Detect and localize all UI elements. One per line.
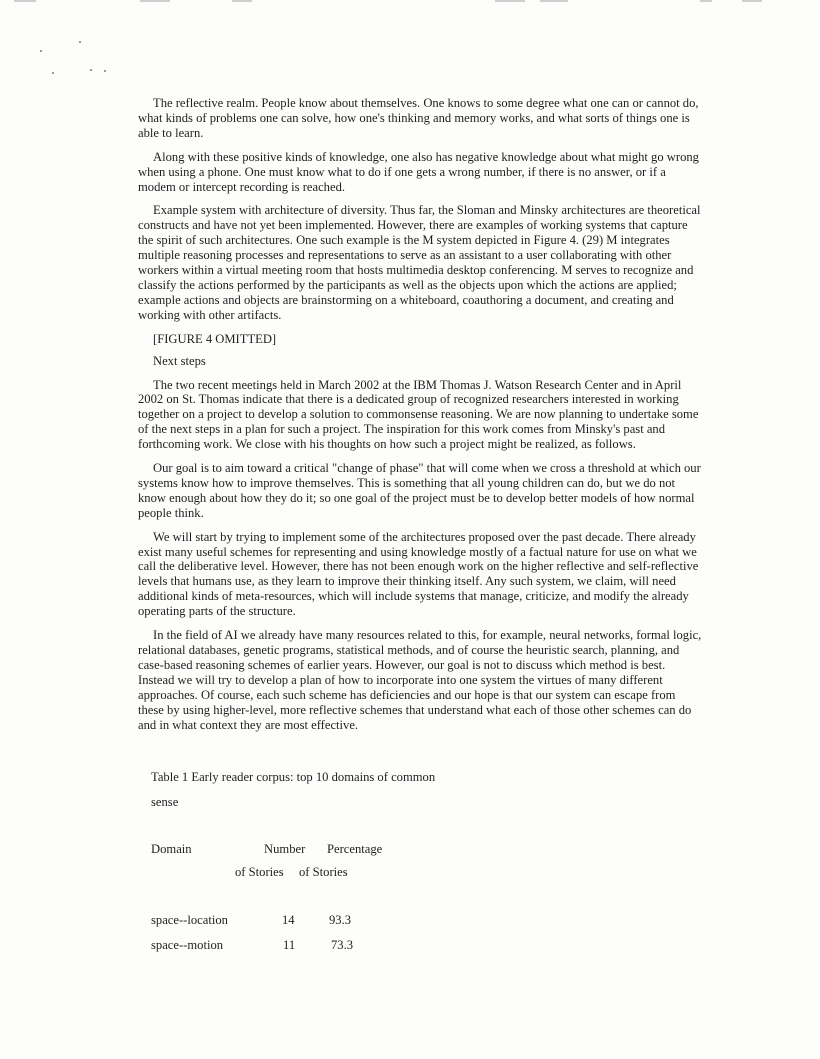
header-number-line2: of Stories [235,865,284,879]
paragraph-example-system: Example system with architecture of diversity. Thus far, the Sloman and Minsky architectures are theoretical constructs and have not yet been implemented. However, there are examples of working systems that capture the spirit of such architectures. One such example is the M system depicted in Figure 4. (29) M integrates multiple reasoning processes and representations to serve as an assistant to a user collaborating with other workers within a virtual meeting room that hosts multimedia desktop conferencing. M serves to recognize and classify the actions performed by the participants as well as the objects upon which the actions are applied; example actions and objects are brainstorming on a whiteboard, coauthoring a document, and creating and working with other artifacts. [138,203,701,322]
table-row-domain: space--motion [151,938,224,952]
paragraph-architectures: We will start by trying to implement some of the architectures proposed over the past decade. There already exist many useful schemes for representing and using knowledge mostly of a factual nature for use on what we call the deliberative level. However, there has not been enough work on the higher reflective and self-reflective levels that humans use, as they learn to improve their thinking itself. Any such system, we claim, will need additional kinds of meta-resources, which will include systems that manage, criticize, and modify the already operating parts of the structure. [138,529,699,619]
header-percentage-line1: Percentage [327,842,383,856]
header-percentage-line2: of Stories [299,865,348,879]
header-number-line1: Number [264,842,306,856]
table-row-percentage: 93.3 [329,913,352,927]
paragraph-ai-resources: In the field of AI we already have many resources related to this, for example, neural networks, formal logic, relational databases, genetic programs, statistical methods, and of course the heuristic search, planning, and case-based reasoning schemes of earlier years. However, our goal is not to discuss which method is best. Instead we will try to develop a plan of how to incorporate into one system the virtues of many different approaches. Of course, each such scheme has deficiencies and our hope is that our system can escape from these by using higher-level, more reflective schemes that understand what each of those other schemes can do and in what context they are most effective. [138,628,702,732]
table-caption-line1: Table 1 Early reader corpus: top 10 domains of common [151,770,436,784]
paragraph-reflective-realm: The reflective realm. People know about themselves. One knows to some degree what one can or cannot do, what kinds of problems one can solve, how one's thinking and memory works, and what sorts of things one is able to learn. [138,96,699,140]
header-domain: Domain [151,842,192,856]
figure-omitted-note: [FIGURE 4 OMITTED] [153,331,277,346]
table-row-domain: space--location [151,913,228,927]
section-heading-next-steps: Next steps [153,353,206,368]
table-row-percentage: 73.3 [331,938,354,952]
paragraph-negative-knowledge: Along with these positive kinds of knowledge, one also has negative knowledge about what might go wrong when using a phone. One must know what to do if one gets a wrong number, if there is no answer, or if a modem or intercept recording is reached. [138,149,699,194]
table-caption-line2: sense [151,795,179,809]
paragraph-our-goal: Our goal is to aim toward a critical "change of phase" that will come when we cross a threshold at which our systems know how to improve themselves. This is something that all young children can do, but we do not know enough about how they do it; so one goal of the project must be to develop better models of how normal people think. [138,461,701,520]
paragraph-recent-meetings: The two recent meetings held in March 2002 at the IBM Thomas J. Watson Research Center and in April 2002 on St. Thomas indicate that there is a dedicated group of recognized researchers interested in working together on a project to develop a solution to commonsense reasoning. We are now planning to undertake some of the next steps in a plan for such a project. The inspiration for this work comes from Minsky's past and forthcoming work. We close with his thoughts on how such a project might be realized, as follows. [138,377,699,452]
table-row-number: 11 [283,938,296,952]
table-row-number: 14 [282,913,295,927]
